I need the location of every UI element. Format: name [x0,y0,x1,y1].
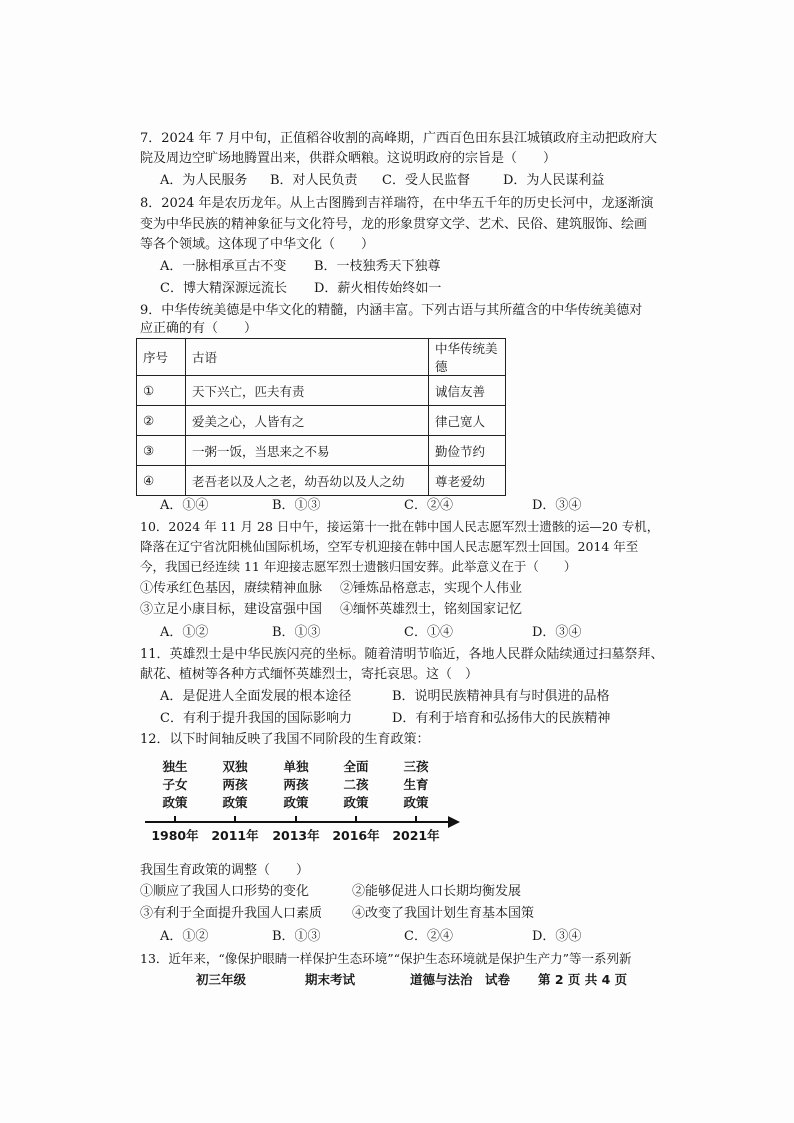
q8-option-a: A．一脉相承亘古不变 [160,259,287,274]
q10-option-c: C．①④ [404,625,453,640]
q12-option-c: C．②④ [404,929,453,944]
q11-option-a: A．是促进人全面发展的根本途径 [160,689,352,704]
timeline-label-line: 二孩 [343,777,369,792]
q12-stem-line-2: 我国生育政策的调整（ ） [140,863,310,878]
timeline-tick [174,816,176,822]
table-cell-virtue: 诚信友善 [429,376,506,406]
table-header-number: 序号 [137,339,186,376]
q12-option-b: B．①③ [272,929,321,944]
timeline-label-line: 政策 [162,795,188,810]
timeline-label-line: 单独 [283,759,309,774]
virtue-table [136,338,506,496]
table-cell-virtue: 律己宽人 [429,406,506,436]
q12-statement-1: ①顺应了我国人口形势的变化 [140,884,310,899]
timeline-year: 2011年 [211,828,259,843]
timeline-label-line: 生育 [403,777,429,792]
table-cell-quote: 天下兴亡，匹夫有责 [186,376,429,406]
q13-stem-line-1: 13．近年来，“像保护眼睛一样保护生态环境”“保护生态环境就是保护生产力”等一系列新 [140,951,632,966]
timeline-label [155,758,195,812]
timeline-axis [145,821,450,823]
q10-option-d: D．③④ [532,625,582,640]
q7-stem-line-2: 院及周边空旷场地腾置出来，供群众晒粮。这说明政府的宗旨是（ ） [140,151,557,166]
q9-stem-line-1: 9．中华传统美德是中华文化的精髓，内涵丰富。下列古语与其所蕴含的中华传统美德对 [140,303,643,318]
q11-option-d: D．有利于培育和弘扬伟大的民族精神 [392,711,611,726]
table-row [137,436,506,466]
q10-option-a: A．①② [160,625,209,640]
q11-stem-line-1: 11．英雄烈士是中华民族闪亮的坐标。随着清明节临近，各地人民群众陆续通过扫墓祭拜、 [140,647,664,662]
table-row [137,376,506,406]
q12-statement-4: ④改变了我国计划生育基本国策 [352,906,535,921]
q12-option-a: A．①② [160,929,209,944]
timeline-label-line: 两孩 [222,777,248,792]
timeline-label [336,758,376,812]
timeline-label-line: 双独 [222,759,248,774]
table-cell-number: ① [137,376,186,406]
footer-exam: 期末考试 [305,972,356,987]
timeline-tick [415,816,417,822]
table-header-row [137,339,506,376]
q8-option-c: C．博大精深源远流长 [160,281,287,296]
q7-option-b: B．对人民负责 [270,173,358,188]
q9-option-d: D．③④ [532,498,582,513]
q7-option-d: D．为人民谋利益 [503,173,605,188]
timeline-label-line: 子女 [162,777,188,792]
q12-statement-2: ②能够促进人口长期均衡发展 [352,884,522,899]
table-header-virtue: 中华传统美德 [429,339,506,376]
q9-option-c: C．②④ [404,498,453,513]
q10-option-b: B．①③ [272,625,321,640]
q10-stem-line-2: 降落在辽宁省沈阳桃仙国际机场，空军专机迎接在韩中国人民志愿军烈士回国。2014 年至 [140,539,639,554]
q9-stem-line-2: 应正确的有（ ） [140,321,258,336]
q10-stem-line-1: 10．2024 年 11 月 28 日中午，接运第十一批在韩中国人民志愿军烈士遗骸的运—20 专机， [140,519,660,534]
table-cell-number: ④ [137,466,186,496]
table-cell-virtue: 尊老爱幼 [429,466,506,496]
timeline-label-line: 政策 [283,795,309,810]
table-row [137,466,506,496]
timeline-year: 2013年 [272,828,320,843]
q10-statement-2: ②锤炼品格意志，实现个人伟业 [340,581,523,596]
timeline-label-line: 三孩 [403,759,429,774]
q11-option-b: B．说明民族精神具有与时俱进的品格 [392,689,610,704]
timeline-label-line: 两孩 [283,777,309,792]
timeline-label-line: 独生 [162,759,188,774]
q10-statement-4: ④缅怀英雄烈士，铭刻国家记忆 [340,602,523,617]
q8-stem-line-3: 等各个领域。这体现了中华文化（ ） [140,237,375,252]
timeline-label-line: 政策 [343,795,369,810]
timeline-label [215,758,255,812]
q8-stem-line-1: 8．2024 年是农历龙年。从上古图腾到吉祥瑞符，在中华五千年的历史长河中，龙逐渐演 [140,196,654,211]
table-cell-virtue: 勤俭节约 [429,436,506,466]
timeline-label-line: 政策 [403,795,429,810]
table-cell-quote: 爱美之心，人皆有之 [186,406,429,436]
q11-option-c: C．有利于提升我国的国际影响力 [160,711,352,726]
q7-option-c: C．受人民监督 [382,173,470,188]
table-header-quote: 古语 [186,339,429,376]
q8-option-b: B．一枝独秀天下独尊 [314,259,441,274]
q8-option-d: D．薪火相传始终如一 [314,281,442,296]
q8-stem-line-2: 变为中华民族的精神象征与文化符号，龙的形象贯穿文学、艺术、民俗、建筑服饰、绘画 [140,217,648,232]
birth-policy-timeline [140,758,470,850]
timeline-year: 1980年 [151,828,199,843]
q10-statement-3: ③立足小康目标，建设富强中国 [140,602,323,617]
q11-stem-line-2: 献花、植树等各种方式缅怀英雄烈士，寄托哀思。这（ ） [140,667,479,682]
timeline-year: 2021年 [392,828,440,843]
timeline-label [396,758,436,812]
q9-option-b: B．①③ [272,498,321,513]
table-cell-number: ③ [137,436,186,466]
q9-option-a: A．①④ [160,498,209,513]
timeline-tick [295,816,297,822]
timeline-label-line: 政策 [222,795,248,810]
q7-option-a: A．为人民服务 [160,173,248,188]
timeline-label-line: 全面 [343,759,369,774]
table-cell-number: ② [137,406,186,436]
timeline-tick [355,816,357,822]
table-cell-quote: 老吾老以及人之老，幼吾幼以及人之幼 [186,466,429,496]
table-cell-quote: 一粥一饭，当思来之不易 [186,436,429,466]
q10-stem-line-3: 今，我国已经连续 11 年迎接志愿军烈士遗骸归国安葬。此举意义在于（ ） [140,559,577,574]
timeline-label [276,758,316,812]
q12-stem-line-1: 12．以下时间轴反映了我国不同阶段的生育政策： [140,732,430,747]
q12-statement-3: ③有利于全面提升我国人口素质 [140,906,323,921]
timeline-tick [234,816,236,822]
footer-page-number: 第 2 页 共 4 页 [538,972,628,987]
q10-statement-1: ①传承红色基因，赓续精神血脉 [140,581,323,596]
q7-stem-line-1: 7．2024 年 7 月中旬，正值稻谷收割的高峰期，广西百色田东县江城镇政府主动把政府大 [140,131,658,146]
footer-subject: 道德与法治 试卷 [410,972,511,987]
table-row [137,406,506,436]
timeline-year: 2016年 [332,828,380,843]
q12-option-d: D．③④ [532,929,582,944]
footer-grade: 初三年级 [196,972,247,987]
timeline-arrow-icon [448,816,460,828]
